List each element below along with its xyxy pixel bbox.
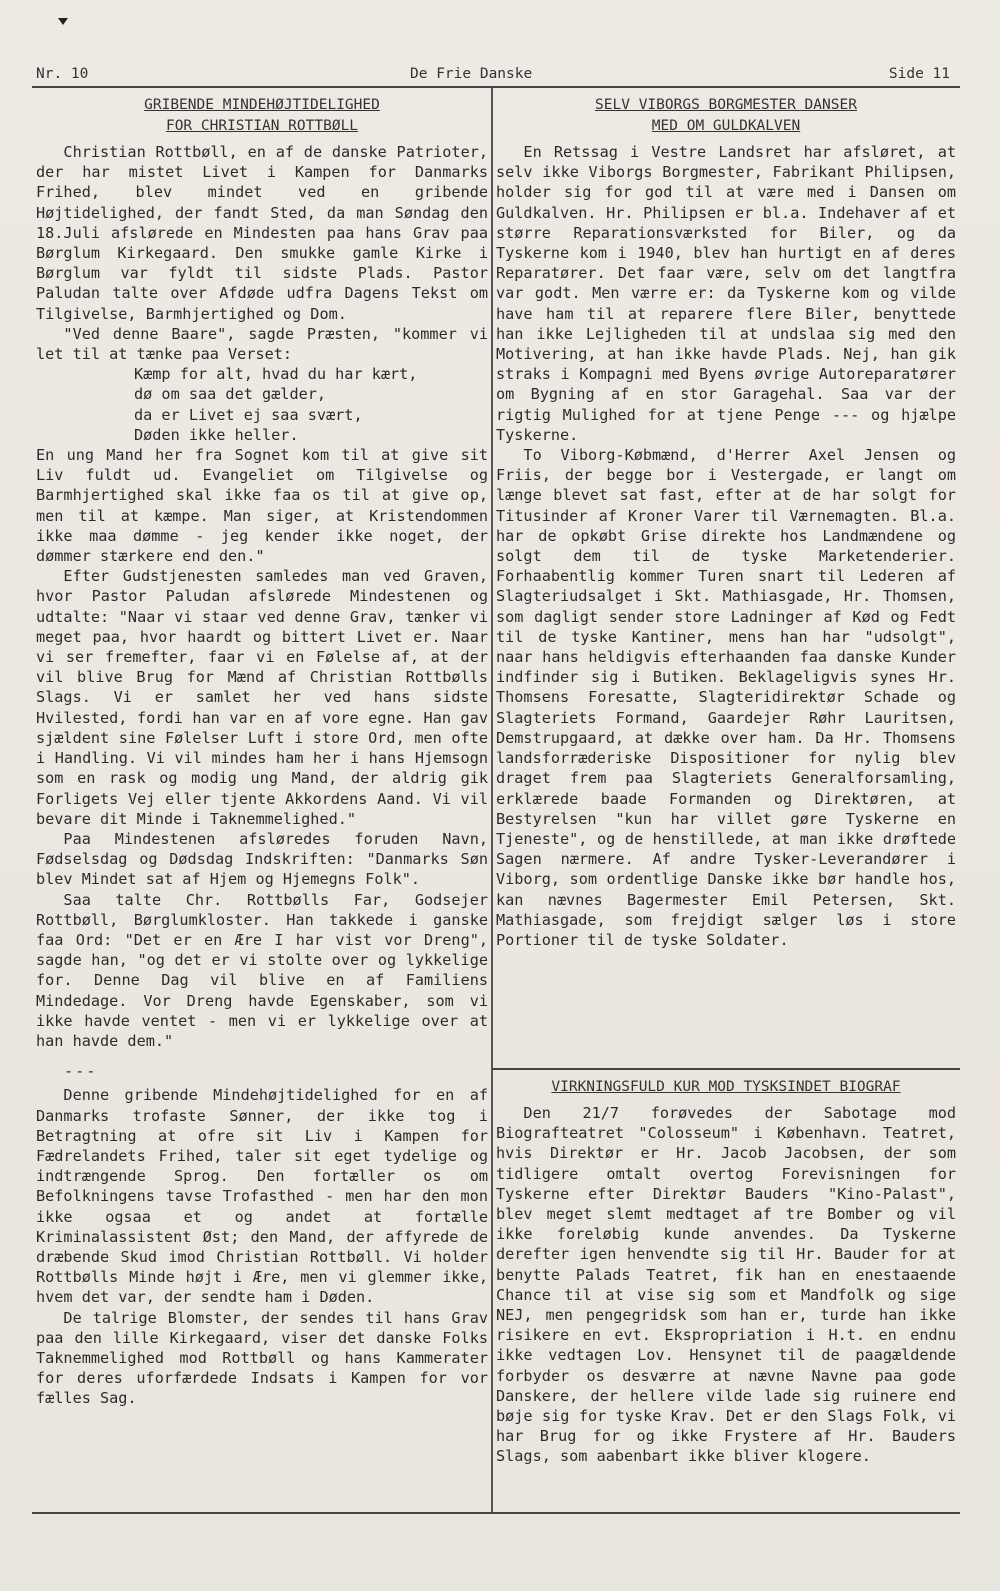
page-header	[36, 66, 956, 86]
corner-mark	[58, 18, 68, 25]
footer-rule	[32, 1512, 960, 1514]
article-divider	[492, 1068, 960, 1070]
article-title	[496, 96, 956, 136]
paragraph: Den 21/7 forøvedes der Sabotage mod Biografteatret "Colosseum" i København. Teatret, hvis Direktør er Hr. Jacob Jacobsen, der som tidligere omtalt overtog Forevisningen for Tyskerne efter Direktør Bauders "Kino-Palast", blev meget slemt medtaget af tre Bomber og vil ikke foreløbig kunde anvendes. Da Tyskerne derefter igen henvendte sig til Hr. Bauder for at benytte Palads Teatret, fik han en enestaaende Chance til at vise sig som et Mandfolk og sige NEJ, men pengegridsk som han er, turde han ikke risikere en evt. Ekspropriation i H.t. en endnu ikke vedtagen Lov. Hensynet til de paagældende forbyder os desværre at nævne Navne paa gode Danskere, der hellere vilde lade sig ruinere end bøje sig for tyske Krav. Det er den Slags Folk, vi har Brug for og ikke Frystere af Hr. Bauders Slags, som aabenbart ikke bliver klogere.	[496, 1104, 956, 1466]
paragraph: Denne gribende Mindehøjtidelighed for en af Danmarks trofaste Sønner, der ikke tog i Betragtning at ofre sit Liv i Kampen for Fædrelandets Frihed, taler sit eget tydelige og indtrængende Sprog. Den fortæller os om Befolkningens tavse Trofasthed - men har den mon ikke ogsaa et og andet at fortælle Kriminalassistent Øst; den Mand, der affyrede de dræbende Skud imod Christian Rottbøll. Vi holder Rottbølls Minde højt i Ære, men vi glemmer ikke, hvem det var, der sendte ham i Døden.	[36, 1086, 488, 1307]
paragraph: De talrige Blomster, der sendes til hans Grav paa den lille Kirkegaard, viser det danske Folks Taknemmelighed mod Rottbøll og hans Kammerater for deres uforfærdede Indsats i Kampen for vor fælles Sag.	[36, 1308, 488, 1408]
page-number: Side 11	[888, 66, 950, 82]
verse-line: Døden ikke heller.	[134, 425, 299, 444]
masthead-title: De Frie Danske	[410, 66, 533, 82]
article-title-line1: GRIBENDE MINDEHØJTIDELIGHED	[144, 97, 380, 113]
paragraph: Efter Gudstjenesten samledes man ved Graven, hvor Pastor Paludan afslørede Mindestenen og udtalte: "Naar vi staar ved denne Grav, tænker vi meget paa, hvor haardt og bittert Livet er. Naar vi ser fremefter, faar vi en Følelse af, at der vil blive Brug for Mænd af Christian Rottbølls Slags. Vi er samlet her ved hans sidste Hvilested, fordi han var en af vore egne. Han gav sjældent sine Følelser Luft i store Ord, men ofte i Handling. Vi vil mindes ham her i hans Hjemsogn som en rask og modig ung Mand, der aldrig gik Forligets Vej eller tjente Akkordens Aand. Vi vil bevare dit Minde i Taknemmelighed."	[36, 567, 488, 828]
verse	[134, 364, 488, 445]
verse-line: Kæmp for alt, hvad du har kært,	[134, 365, 418, 384]
paragraph: To Viborg-Købmænd, d'Herrer Axel Jensen og Friis, der begge bor i Vestergade, er langt om længe blevet sat fast, efter at de har solgt for Titusinder af Kroner Varer til Værnemagten. Bl.a. har de opkøbt Grise direkte hos Landmændene og solgt dem til de tyske Marketenderier. Forhaabentlig kommer Turen snart til Lederen af Slagteriudsalget i Skt. Mathiasgade, Hr. Thomsen, som dagligt sender store Ladninger af Kød og Fedt til de tyske Kantiner, mens han har "udsolgt", naar hans heldigvis efterhaanden faa danske Kunder indfinder sig i Butiken. Beklageligvis synes Hr. Thomsens Foresatte, Slagteridirektør Schade og Slagteriets Formand, Gaardejer Røhr Lauritsen, Demstrupgaard, at dække over ham. Da Hr. Thomsens landsforræderiske Dispositioner for nylig blev draget frem paa Slagteriets Generalforsamling, erklærede baade Formanden og Direktøren, at Bestyrelsen "kun har villet gøre Tyskerne en Tjeneste", og de henstillede, at man ikke drøftede Sagen nærmere. Af andre Tysker-Leverandører i Viborg, som ordentlige Danske ikke bør handle hos, kan nævnes Bagermester Emil Petersen, Skt. Mathiasgade, som frejdigt sælger løs i store Portioner til de tyske Soldater.	[496, 446, 956, 949]
paragraph: En ung Mand her fra Sognet kom til at give sit Liv fuldt ud. Evangeliet om Tilgivelse og Barmhjertighed skal ikke faa os til at give op, men til at kæmpe. Man siger, at Kristendommen ikke maa dømme - jeg kender ikke noget, der dømmer stærkere end den."	[36, 446, 488, 566]
paragraph: En Retssag i Vestre Landsret har afsløret, at selv ikke Viborgs Borgmester, Fabrikant Philipsen, holder sig for god til at være med i Dansen om Guldkalven. Hr. Philipsen er bl.a. Indehaver af et større Reparationsværksted for Biler, og da Tyskerne kom i 1940, blev han hurtigt en af deres Reparatører. Det faar være, selv om det langtfra var godt. Men værre er: da Tyskerne kom og vilde have ham til at reparere flere Biler, benyttede han ikke Lejligheden til at undslaa sig med den Motivering, at han ikke havde Plads. Nej, han gik straks i Kompagni med Byens øvrige Autoreparatører om Bygning af en stor Garagehal. Saa var der rigtig Mulighed for at tjene Penge --- og hjælpe Tyskerne.	[496, 143, 956, 444]
column-divider	[491, 88, 493, 1512]
verse-line: da er Livet ej saa svært,	[134, 405, 363, 424]
paragraph: Saa talte Chr. Rottbølls Far, Godsejer Rottbøll, Børglumkloster. Han takkede i ganske faa Ord: "Det er en Ære I har vist vor Dreng", sagde han, "og det er vi stolte over og lykkelige for. Denne Dag vil blive en af Familiens Mindedage. Vor Dreng havde Egenskaber, som vi ikke havde ventet - men vi er lykkelige over at han havde dem."	[36, 890, 488, 1050]
verse-line: dø om saa det gælder,	[134, 385, 327, 404]
article-rottboll	[36, 96, 488, 1409]
section-divider: ---	[64, 1062, 98, 1081]
article-biograf	[496, 1078, 956, 1467]
article-title: VIRKNINGSFULD KUR MOD TYSKSINDET BIOGRAF	[551, 1079, 901, 1095]
article-title-line2: FOR CHRISTIAN ROTTBØLL	[165, 118, 359, 134]
header-rule	[32, 86, 960, 88]
article-title	[36, 96, 488, 136]
article-viborg	[496, 96, 956, 950]
paragraph: "Ved denne Baare", sagde Præsten, "kommer vi let til at tænke paa Verset:	[36, 324, 488, 364]
article-title-line2: MED OM GULDKALVEN	[651, 118, 801, 134]
paragraph: Paa Mindestenen afsløredes foruden Navn, Fødselsdag og Dødsdag Indskriften: "Danmarks Søn blev Mindet sat af Hjem og Hjemegns Folk".	[36, 829, 488, 889]
issue-number: Nr. 10	[36, 66, 89, 82]
article-title-line1: SELV VIBORGS BORGMESTER DANSER	[595, 97, 857, 113]
paragraph: Christian Rottbøll, en af de danske Patrioter, der har mistet Livet i Kampen for Danmarks Frihed, blev mindet ved en gribende Højtidelighed, der fandt Sted, da man Søndag den 18.Juli afslørede en Mindesten paa hans Grav paa Børglum Kirkegaard. Den smukke gamle Kirke i Børglum var fyldt til sidste Plads. Pastor Paludan talte over Afdøde udfra Dagens Tekst om Tilgivelse, Barmhjertighed og Dom.	[36, 143, 488, 323]
